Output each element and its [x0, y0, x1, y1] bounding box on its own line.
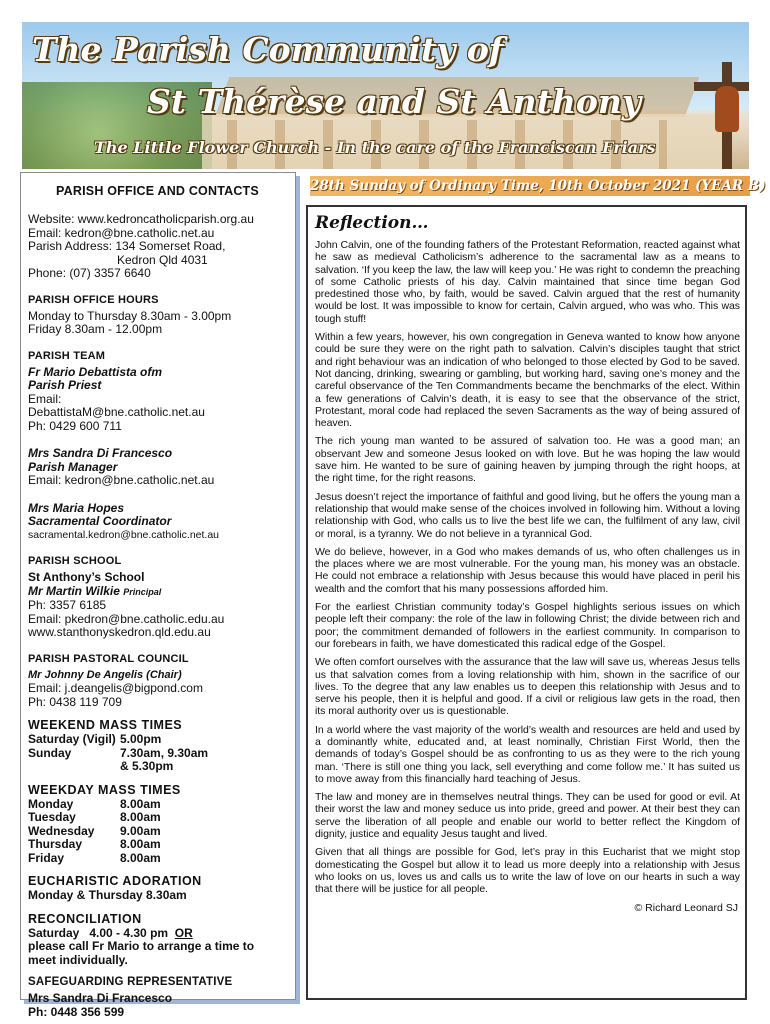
weekday-row: Wednesday 9.00am [28, 823, 161, 838]
address-line2: Kedron Qld 4031 [117, 252, 208, 267]
website-line[interactable]: Website: www.kedroncatholicparish.org.au [28, 212, 254, 226]
reconciliation-time: Saturday 4.00 - 4.30 pm [28, 925, 175, 940]
reflection-paragraph: We do believe, however, in a God who makes demands of us, who often challenges us in the places where we are most vulnerable. For the young man, his money was an obstacle. He could not embrace a relationship with Jesus because this would have placed in peril his wealth and the comfort that his many possessions afforded him. [315, 545, 740, 595]
reflection-paragraph: The rich young man wanted to be assured of salvation too. He was a good man; an observant Jew and someone Jesus looked on with love. But he was hoping the law would save him. He wanted to be sure of gaining heaven by jumping through the right hoops, at the right time, for the right reasons. [315, 435, 740, 485]
office-hours-line2: Friday 8.30am - 12.00pm [28, 322, 163, 336]
crucifix-figure [715, 86, 739, 132]
coordinator-name: Mrs Maria Hopes [28, 500, 125, 515]
banner-title-line1: The Parish Community of [32, 30, 504, 69]
banner-subtitle: The Little Flower Church - In the care of the Franciscan Friars [94, 138, 656, 157]
priest-role: Parish Priest [28, 378, 102, 392]
reconciliation-heading: RECONCILIATION [28, 911, 142, 926]
school-phone: Ph: 3357 6185 [28, 598, 107, 612]
weekday-mass-heading: WEEKDAY MASS TIMES [28, 782, 181, 797]
council-email[interactable]: Email: j.deangelis@bigpond.com [28, 681, 203, 695]
weekday-row: Friday 8.00am [28, 850, 161, 865]
weekend-row: & 5.30pm [120, 759, 174, 773]
weekday-row: Thursday 8.00am [28, 837, 161, 851]
manager-name: Mrs Sandra Di Francesco [28, 446, 173, 460]
reflection-box [306, 205, 747, 1000]
address-line1: Parish Address: 134 Somerset Road, [28, 239, 226, 253]
priest-email[interactable]: DebattistaM@bne.catholic.net.au [28, 405, 205, 419]
council-chair: Mr Johnny De Angelis (Chair) [28, 668, 182, 681]
office-hours-line1: Monday to Thursday 8.30am - 3.00pm [28, 308, 232, 323]
reflection-paragraph: Given that all things are possible for God, let’s pray in this Eucharist that we might stop domesticating the Gospel but allow it to lead us more deeply into a relationship with Jesus who looks on us, loves us and calls us to write the law of love on our hearts in such a way that there will be justice for all people. [315, 846, 740, 896]
manager-role: Parish Manager [28, 459, 118, 474]
weekend-mass-heading: WEEKEND MASS TIMES [28, 718, 183, 732]
contacts-sidebar [20, 172, 296, 1019]
office-hours-heading: PARISH OFFICE HOURS [28, 293, 159, 306]
reconciliation-or: OR [174, 925, 193, 940]
parish-team-heading: PARISH TEAM [28, 349, 106, 362]
principal-tag: Principal [123, 586, 162, 597]
school-website[interactable]: www.stanthonyskedron.qld.edu.au [28, 625, 211, 639]
priest-phone: Ph: 0429 600 711 [28, 418, 122, 433]
reflection-credit: © Richard Leonard SJ [634, 901, 738, 914]
coordinator-role: Sacramental Coordinator [28, 514, 172, 528]
reflection-paragraph: The law and money are in themselves neutral things. They can be used for good or evil. At their worst the law and money seduce us into pride, greed and power. At their best they can serve the liberation of all people and enable our world to better reflect the Kingdom of dignity, justice and equality Jesus taught and lived. [315, 791, 740, 841]
safeguarding-heading: SAFEGUARDING REPRESENTATIVE [28, 976, 233, 988]
school-name: St Anthony’s School [28, 570, 145, 584]
liturgical-date: 28th Sunday of Ordinary Time, 10th October 2021 (YEAR B) [310, 178, 766, 194]
adoration-heading: EUCHARISTIC ADORATION [28, 874, 202, 888]
safeguarding-phone: Ph: 0448 356 599 [28, 1004, 125, 1019]
reflection-paragraph: We often comfort ourselves with the assurance that the law will save us, whereas Jesus tells us that salvation comes from a loving relationship with him, shown in the sacrifice of our lives. To the degree that any law enables us to deepen this relationship with Jesus and to serve his people, then it is helpful and good. If a civil or religious law gets in the road, then its moral authority over us is questionable. [315, 656, 740, 718]
priest-name: Fr Mario Debattista ofm [28, 364, 163, 379]
reconciliation-line3: meet individually. [28, 952, 128, 967]
reflection-paragraph: Jesus doesn’t reject the importance of faithful and good living, but he offers the young man a relationship that would make sense of the choices involved in following him. Without a loving relationship with God, who calls us to live the best life we can, the fulfilment of any law, civil or moral, is a tyranny. We do not believe in a tyrannical God. [315, 490, 740, 540]
header-banner [22, 22, 749, 169]
phone-line: Phone: (07) 3357 6640 [28, 266, 151, 280]
reflection-paragraph: For the earliest Christian community today’s Gospel highlights serious issues on which people left their company: the role of the law in following Christ; the divide between rich and poor; the commitment demanded of followers in the earliest community. In comparison to our forebears in faith, we have domesticated this radical edge of the Gospel. [315, 601, 740, 650]
banner-title-line2: St Thérèse and St Anthony [147, 82, 642, 121]
weekend-row: Sunday 7.30am, 9.30am [28, 745, 209, 760]
coordinator-email[interactable]: sacramental.kedron@bne.catholic.net.au [28, 528, 220, 541]
reconciliation-line2: please call Fr Mario to arrange a time to [28, 939, 255, 953]
school-heading: PARISH SCHOOL [28, 555, 122, 567]
council-heading: PARISH PASTORAL COUNCIL [28, 652, 189, 665]
reflection-title: Reflection… [315, 213, 429, 233]
adoration-line: Monday & Thursday 8.30am [28, 888, 187, 902]
principal-name: Mr Martin Wilkie [28, 583, 120, 598]
weekday-row: Tuesday 8.00am [28, 810, 161, 824]
safeguarding-name: Mrs Sandra Di Francesco [28, 991, 173, 1005]
manager-email[interactable]: Email: kedron@bne.catholic.net.au [28, 473, 215, 487]
council-phone: Ph: 0438 119 709 [28, 694, 122, 709]
school-email[interactable]: Email: pkedron@bne.catholic.edu.au [28, 611, 225, 626]
reflection-paragraph: John Calvin, one of the founding fathers of the Protestant Reformation, reacted against what he saw as medieval Catholicism’s adherence to the sacramental law as a means to salvation. ‘If you keep the law, the law will keep you.’ He was right to condemn the preaching of some Catholic priests of his day. Calvin maintained that since time began God predestined those who, by faith, would be saved. Calvin argued that the rest of humanity would be lost. It was impossible to know for certain, Calvin argued, who was who. This was tough stuff! [315, 239, 740, 325]
reflection-paragraph: Within a few years, however, his own congregation in Geneva wanted to know how anyone could be sure they were on the right path to salvation. Calvin’s disciples taught that strict and right behaviour was an indication of who belonged to those elected by God to be saved. Not dancing, drinking, swearing or gambling, but working hard, saving one’s money and the careful observance of the Ten Commandments became the benchmarks of the elect. Within a few generations of Calvin’s death, it is easy to see that the observance of the strict, Protestant, moral code had replaced the seven Sacraments as the way of being assured of heaven. [315, 331, 740, 430]
weekend-row: Saturday (Vigil) 5.00pm [28, 732, 162, 746]
sidebar-heading: PARISH OFFICE AND CONTACTS [56, 184, 259, 198]
email-line[interactable]: Email: kedron@bne.catholic.net.au [28, 225, 215, 240]
reflection-paragraph: In a world where the vast majority of the world’s wealth and resources are held and used by a dominantly white, educated and, at least nominally, Christian First World, then the demands of today’s Gospel should be as confronting to us as they were to the rich young man. ‘There is still one thing you lack, sell everything and come follow me.’ It has suited us to move away from this financially hard teaching of Jesus. [315, 723, 740, 785]
priest-email-label: Email: [28, 391, 62, 406]
weekday-row: Monday 8.00am [28, 796, 161, 811]
